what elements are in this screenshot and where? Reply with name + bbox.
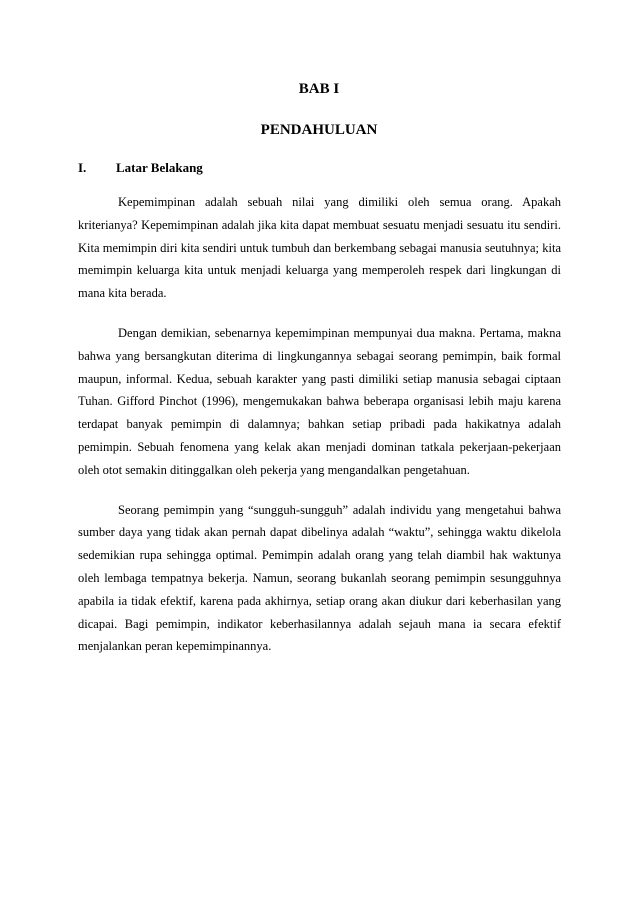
paragraph: Kepemimpinan adalah sebuah nilai yang dimiliki oleh semua orang. Apakah kriterianya? Kepemimpinan adalah jika kita dapat membuat sesuatu menjadi sesuatu itu sendiri. Kita memimpin diri kita sendiri untuk tumbuh dan berkembang sebagai manusia seutuhnya; kita memimpin keluarga kita untuk menjadi keluarga yang memperoleh respek dari lingkungan di mana kita berada.: [78, 195, 561, 301]
body-text: [78, 191, 561, 675]
paragraph: Seorang pemimpin yang “sungguh-sungguh” adalah individu yang mengetahui bahwa sumber daya yang tidak akan pernah dapat dibelinya adalah “waktu”, sehingga waktu dikelola sedemikian rupa sehingga optimal. Pemimpin adalah orang yang telah diambil hak waktunya oleh lembaga tempatnya bekerja. Namun, seorang bukanlah seorang pemimpin sesungguhnya apabila ia tidak efektif, karena pada akhirnya, setiap orang akan diukur dari keberhasilan yang dicapai. Bagi pemimpin, indikator keberhasilannya adalah sejauh mana ia secara efektif menjalankan peran kepemimpinannya.: [78, 502, 561, 654]
section-heading: [78, 160, 203, 176]
chapter-title: PENDAHULUAN: [260, 122, 378, 138]
paragraph: Dengan demikian, sebenarnya kepemimpinan mempunyai dua makna. Pertama, makna bahwa yang bersangkutan diterima di lingkungannya sebagai seorang pemimpin, baik formal maupun, informal. Kedua, sebuah karakter yang pasti dimiliki setiap manusia sebagai ciptaan Tuhan. Gifford Pinchot (1996), mengemukakan bahwa beberapa organisasi lebih maju karena terdapat banyak pemimpin di dalamnya; bahkan setiap pribadi pada hakikatnya adalah pemimpin. Sebuah fenomena yang kelak akan menjadi dominan tatkala pekerjaan-pekerjaan oleh otot semakin ditinggalkan oleh pekerja yang mengandalkan pengetahuan.: [78, 325, 561, 477]
section-title: Latar Belakang: [116, 160, 203, 175]
chapter-number: BAB I: [298, 81, 340, 97]
section-number: I.: [78, 160, 87, 175]
